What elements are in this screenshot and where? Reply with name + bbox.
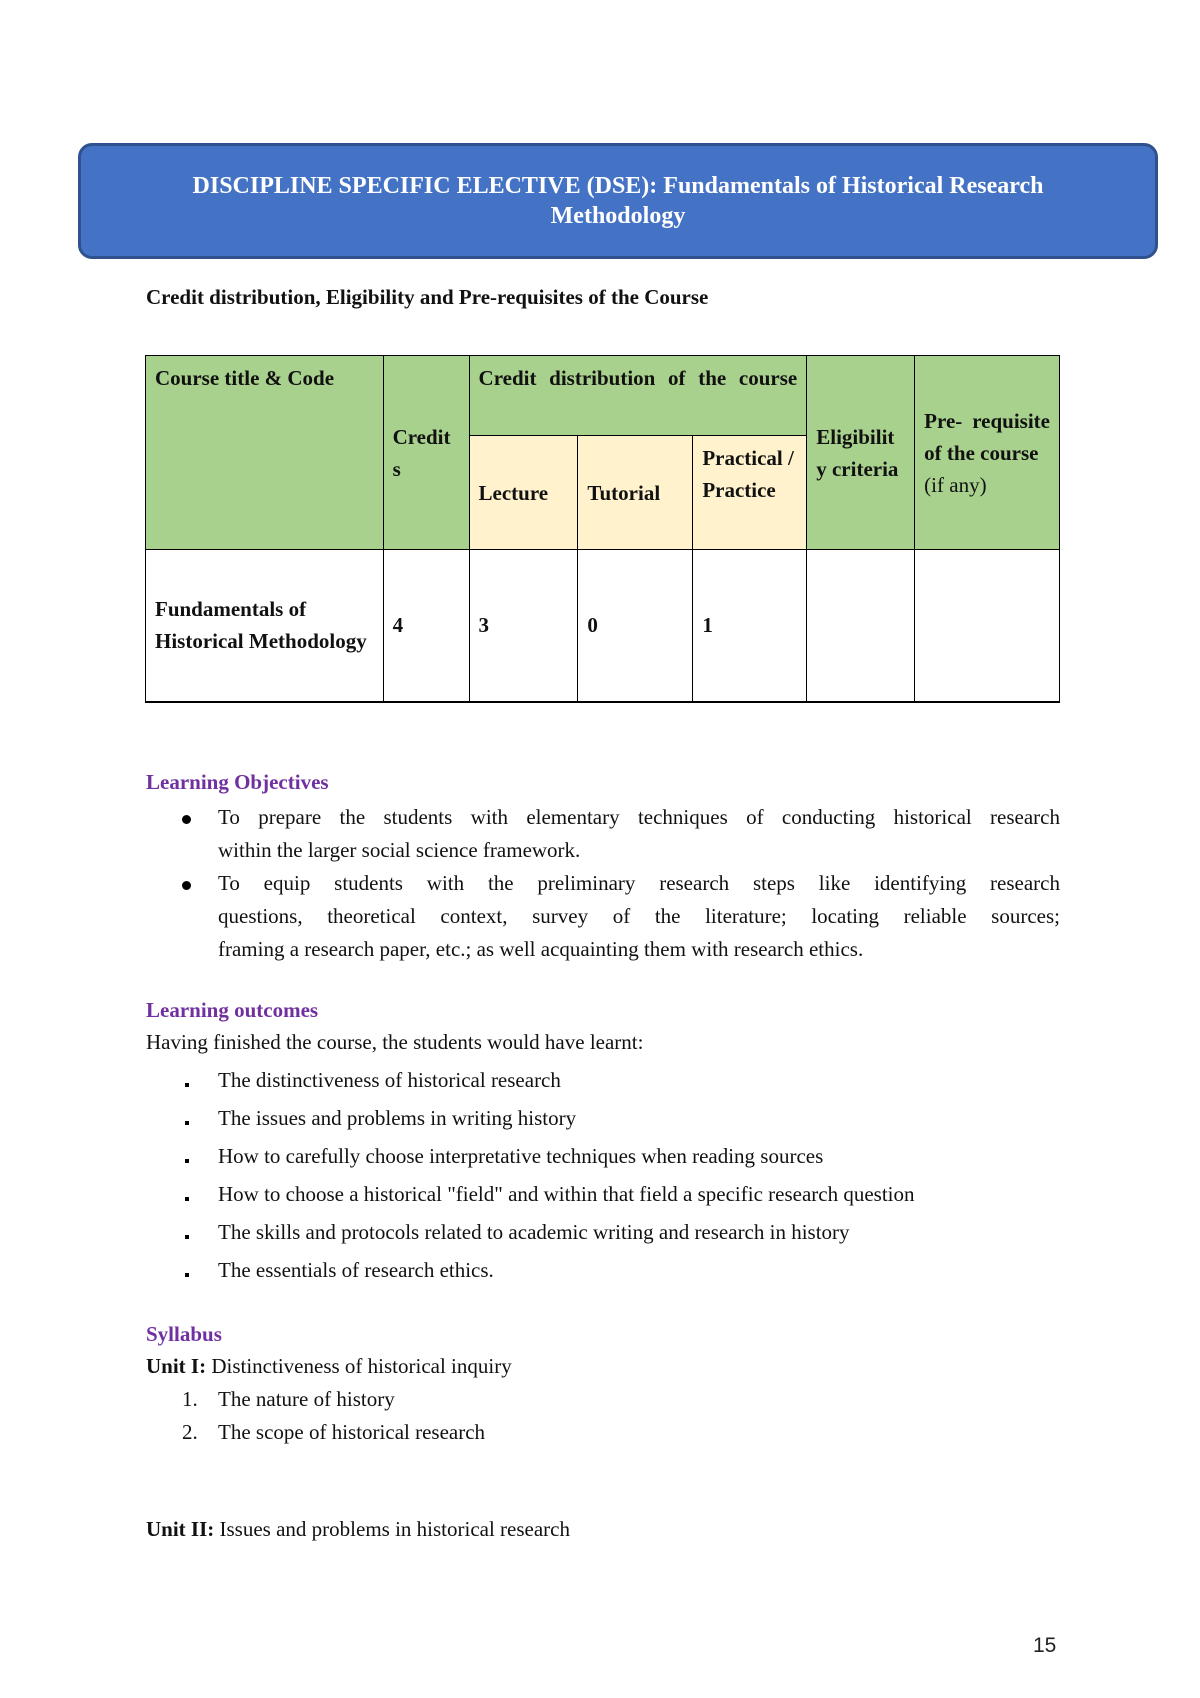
- title-banner: [78, 143, 1158, 259]
- header-course-title: Course title & Code: [146, 356, 384, 550]
- header-credit-distribution: Credit distribution of the course: [469, 356, 807, 436]
- unit-2-label: Unit II:: [146, 1517, 215, 1541]
- banner-title-line1: DISCIPLINE SPECIFIC ELECTIVE (DSE): Fundamentals of Historical Research: [192, 173, 1044, 199]
- unit-2-heading: [146, 1517, 570, 1542]
- cell-eligibility: [807, 550, 915, 702]
- bullet-square-icon: [182, 1102, 189, 1135]
- unit-1-heading: [146, 1354, 512, 1379]
- outcomes-intro: Having finished the course, the students would have learnt:: [146, 1030, 644, 1054]
- cell-lecture: 3: [469, 550, 578, 702]
- banner-title-line2: Methodology: [550, 203, 686, 229]
- unit-1-item: 2. The scope of historical research: [182, 1420, 486, 1444]
- cell-tutorial: 0: [578, 550, 693, 702]
- header-practical: Practical / Practice: [693, 436, 807, 550]
- header-prerequisite: Pre- requisite of the course (if any): [915, 356, 1060, 550]
- header-lecture: Lecture: [469, 436, 578, 550]
- unit-1-item: 1. The nature of history: [182, 1387, 395, 1411]
- unit-1-title: Distinctiveness of historical inquiry: [211, 1354, 512, 1378]
- credit-distribution-table: [145, 355, 1060, 703]
- cell-prerequisite: [915, 550, 1060, 702]
- cell-practical: 1: [693, 550, 807, 702]
- bullet-square-icon: [182, 1064, 189, 1097]
- cell-course-name: Fundamentals of Historical Methodology: [146, 550, 384, 702]
- page-number: 15: [1033, 1634, 1057, 1657]
- bullet-square-icon: [182, 1178, 189, 1211]
- unit-1-label: Unit I:: [146, 1354, 207, 1378]
- bullet-square-icon: [182, 1216, 189, 1249]
- learning-objectives-heading: Learning Objectives: [146, 770, 329, 794]
- header-tutorial: Tutorial: [578, 436, 693, 550]
- bullet-dot-icon: [182, 867, 191, 900]
- objective-item: To equip students with the preliminary research steps like identifying research questions, theoretical context, survey of the literature; locating reliable sources; framing a research paper, etc.; as well acquainting them with research ethics.: [146, 867, 1060, 966]
- header-credits: Credit s: [383, 356, 469, 550]
- bullet-dot-icon: [182, 801, 191, 834]
- syllabus-heading: Syllabus: [146, 1322, 222, 1346]
- bullet-square-icon: [182, 1140, 189, 1173]
- bullet-square-icon: [182, 1254, 189, 1287]
- objective-item: To prepare the students with elementary techniques of conducting historical research within the larger social science framework.: [146, 801, 1060, 867]
- unit-2-title: Issues and problems in historical research: [219, 1517, 570, 1541]
- cell-credits: 4: [383, 550, 469, 702]
- header-eligibility: Eligibilit y criteria: [807, 356, 915, 550]
- learning-outcomes-heading: Learning outcomes: [146, 998, 319, 1022]
- credit-distribution-heading: Credit distribution, Eligibility and Pre-requisites of the Course: [146, 285, 709, 309]
